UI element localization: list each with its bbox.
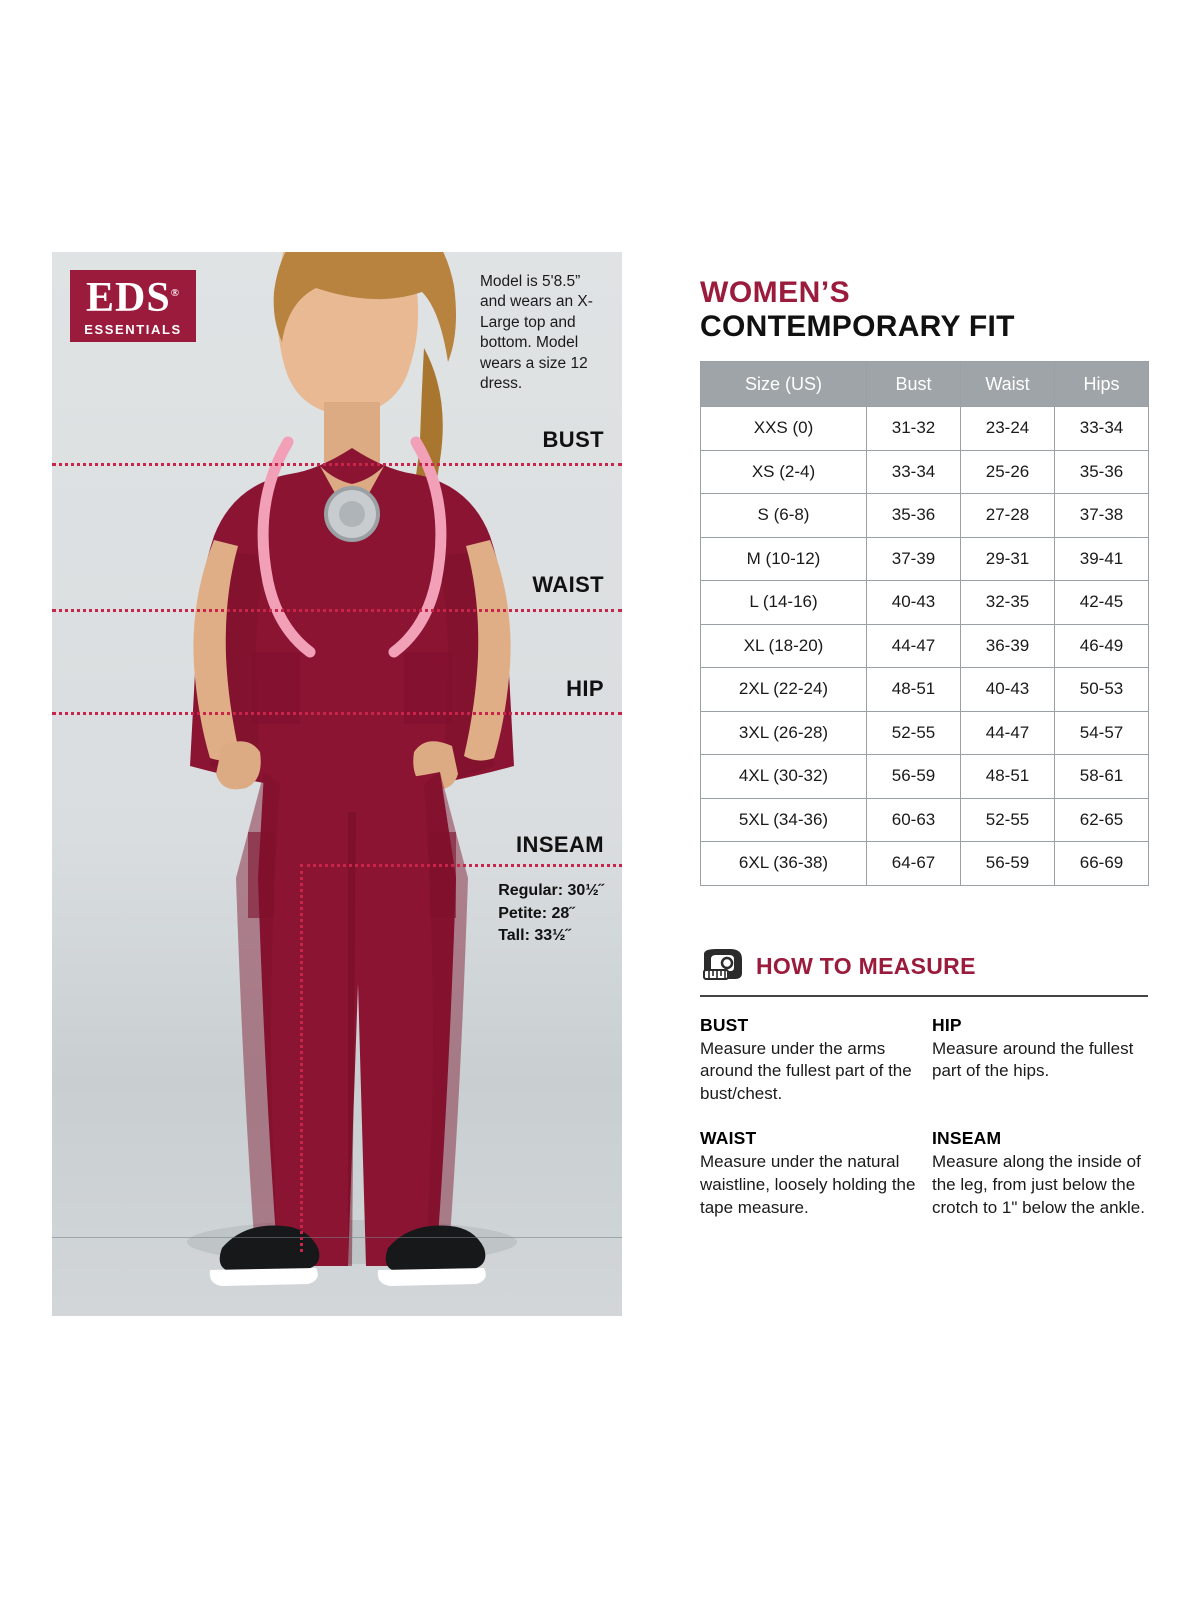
how-to-measure-section bbox=[700, 948, 1148, 1220]
table-row bbox=[701, 407, 1149, 451]
floor-horizon-line bbox=[52, 1237, 622, 1238]
table-row bbox=[701, 798, 1149, 842]
cell-waist: 52-55 bbox=[961, 798, 1055, 842]
inseam-tall: Tall: 33½˝ bbox=[498, 927, 571, 945]
eds-essentials-logo bbox=[70, 270, 196, 342]
measure-item-bust bbox=[700, 1015, 932, 1106]
tape-measure-icon bbox=[700, 948, 744, 985]
chart-title-womens: WOMEN’S bbox=[700, 276, 851, 309]
table-row bbox=[701, 668, 1149, 712]
cell-size: S (6-8) bbox=[701, 494, 867, 538]
how-to-measure-items bbox=[700, 1015, 1148, 1220]
cell-hips: 39-41 bbox=[1055, 537, 1149, 581]
size-chart-header bbox=[701, 362, 1149, 407]
table-row bbox=[701, 450, 1149, 494]
how-to-measure-divider bbox=[700, 995, 1148, 997]
cell-hips: 58-61 bbox=[1055, 755, 1149, 799]
logo-main-text: EDS® bbox=[86, 274, 180, 321]
cell-waist: 40-43 bbox=[961, 668, 1055, 712]
inseam-regular: Regular: 30½˝ bbox=[498, 882, 604, 899]
col-header-waist: Waist bbox=[961, 362, 1055, 407]
hip-label: HIP bbox=[566, 676, 604, 701]
inseam-guide-line bbox=[300, 864, 622, 867]
measure-item-title: BUST bbox=[700, 1014, 749, 1035]
measure-item-inseam bbox=[932, 1128, 1148, 1219]
waist-label: WAIST bbox=[532, 572, 604, 597]
cell-bust: 48-51 bbox=[867, 668, 961, 712]
cell-size: XS (2-4) bbox=[701, 450, 867, 494]
cell-bust: 37-39 bbox=[867, 537, 961, 581]
size-chart-table bbox=[700, 361, 1149, 886]
cell-hips: 50-53 bbox=[1055, 668, 1149, 712]
measure-item-hip bbox=[932, 1015, 1148, 1106]
table-header-row bbox=[701, 362, 1149, 407]
cell-size: 3XL (26-28) bbox=[701, 711, 867, 755]
cell-size: XXS (0) bbox=[701, 407, 867, 451]
col-header-size: Size (US) bbox=[701, 362, 867, 407]
cell-hips: 46-49 bbox=[1055, 624, 1149, 668]
model-illustration bbox=[52, 252, 622, 1316]
cell-bust: 33-34 bbox=[867, 450, 961, 494]
measure-item-title: WAIST bbox=[700, 1127, 757, 1148]
cell-waist: 27-28 bbox=[961, 494, 1055, 538]
cell-size: M (10-12) bbox=[701, 537, 867, 581]
size-chart-content bbox=[700, 276, 1148, 1219]
cell-hips: 35-36 bbox=[1055, 450, 1149, 494]
measure-item-title: HIP bbox=[932, 1014, 962, 1035]
cell-size: L (14-16) bbox=[701, 581, 867, 625]
cell-waist: 36-39 bbox=[961, 624, 1055, 668]
inseam-vertical-line bbox=[300, 864, 303, 1252]
measure-item-waist bbox=[700, 1128, 932, 1219]
table-row bbox=[701, 842, 1149, 886]
measure-item-title: INSEAM bbox=[932, 1127, 1002, 1148]
inseam-label: INSEAM bbox=[516, 832, 604, 857]
logo-sub-text: ESSENTIALS bbox=[84, 321, 182, 337]
table-row bbox=[701, 624, 1149, 668]
cell-size: XL (18-20) bbox=[701, 624, 867, 668]
cell-bust: 44-47 bbox=[867, 624, 961, 668]
table-row bbox=[701, 755, 1149, 799]
cell-hips: 33-34 bbox=[1055, 407, 1149, 451]
cell-waist: 48-51 bbox=[961, 755, 1055, 799]
measure-item-text: Measure under the arms around the fullest part of the bust/chest. bbox=[700, 1038, 912, 1104]
cell-size: 6XL (36-38) bbox=[701, 842, 867, 886]
cell-waist: 23-24 bbox=[961, 407, 1055, 451]
cell-bust: 60-63 bbox=[867, 798, 961, 842]
cell-bust: 52-55 bbox=[867, 711, 961, 755]
logo-registered-mark: ® bbox=[170, 286, 180, 299]
cell-waist: 29-31 bbox=[961, 537, 1055, 581]
bust-guide-line bbox=[52, 463, 622, 466]
table-row bbox=[701, 711, 1149, 755]
model-photo-panel bbox=[52, 252, 622, 1316]
cell-bust: 40-43 bbox=[867, 581, 961, 625]
col-header-bust: Bust bbox=[867, 362, 961, 407]
inseam-petite: Petite: 28˝ bbox=[498, 904, 575, 922]
cell-bust: 56-59 bbox=[867, 755, 961, 799]
cell-waist: 25-26 bbox=[961, 450, 1055, 494]
measure-item-text: Measure under the natural waistline, loosely holding the tape measure. bbox=[700, 1151, 916, 1217]
bust-label: BUST bbox=[542, 427, 604, 452]
cell-hips: 54-57 bbox=[1055, 711, 1149, 755]
model-note: Model is 5'8.5” and wears an X-Large top and bottom. Model wears a size 12 dress. bbox=[480, 273, 593, 393]
cell-size: 5XL (34-36) bbox=[701, 798, 867, 842]
cell-bust: 35-36 bbox=[867, 494, 961, 538]
col-header-hips: Hips bbox=[1055, 362, 1149, 407]
hip-guide-line bbox=[52, 712, 622, 715]
inseam-values bbox=[498, 880, 604, 948]
cell-bust: 31-32 bbox=[867, 407, 961, 451]
waist-guide-line bbox=[52, 609, 622, 612]
cell-hips: 62-65 bbox=[1055, 798, 1149, 842]
how-to-measure-header bbox=[700, 948, 1148, 985]
cell-size: 2XL (22-24) bbox=[701, 668, 867, 712]
measure-item-text: Measure around the fullest part of the hips. bbox=[932, 1038, 1134, 1081]
table-row bbox=[701, 581, 1149, 625]
cell-waist: 32-35 bbox=[961, 581, 1055, 625]
cell-hips: 37-38 bbox=[1055, 494, 1149, 538]
cell-hips: 66-69 bbox=[1055, 842, 1149, 886]
cell-waist: 44-47 bbox=[961, 711, 1055, 755]
cell-hips: 42-45 bbox=[1055, 581, 1149, 625]
chart-title-fit: CONTEMPORARY FIT bbox=[700, 309, 1015, 343]
cell-size: 4XL (30-32) bbox=[701, 755, 867, 799]
cell-waist: 56-59 bbox=[961, 842, 1055, 886]
table-row bbox=[701, 537, 1149, 581]
table-row bbox=[701, 494, 1149, 538]
measure-item-text: Measure along the inside of the leg, from just below the crotch to 1" below the ankle. bbox=[932, 1151, 1145, 1217]
how-to-measure-title: HOW TO MEASURE bbox=[756, 952, 976, 979]
size-chart-body bbox=[701, 407, 1149, 886]
cell-bust: 64-67 bbox=[867, 842, 961, 886]
